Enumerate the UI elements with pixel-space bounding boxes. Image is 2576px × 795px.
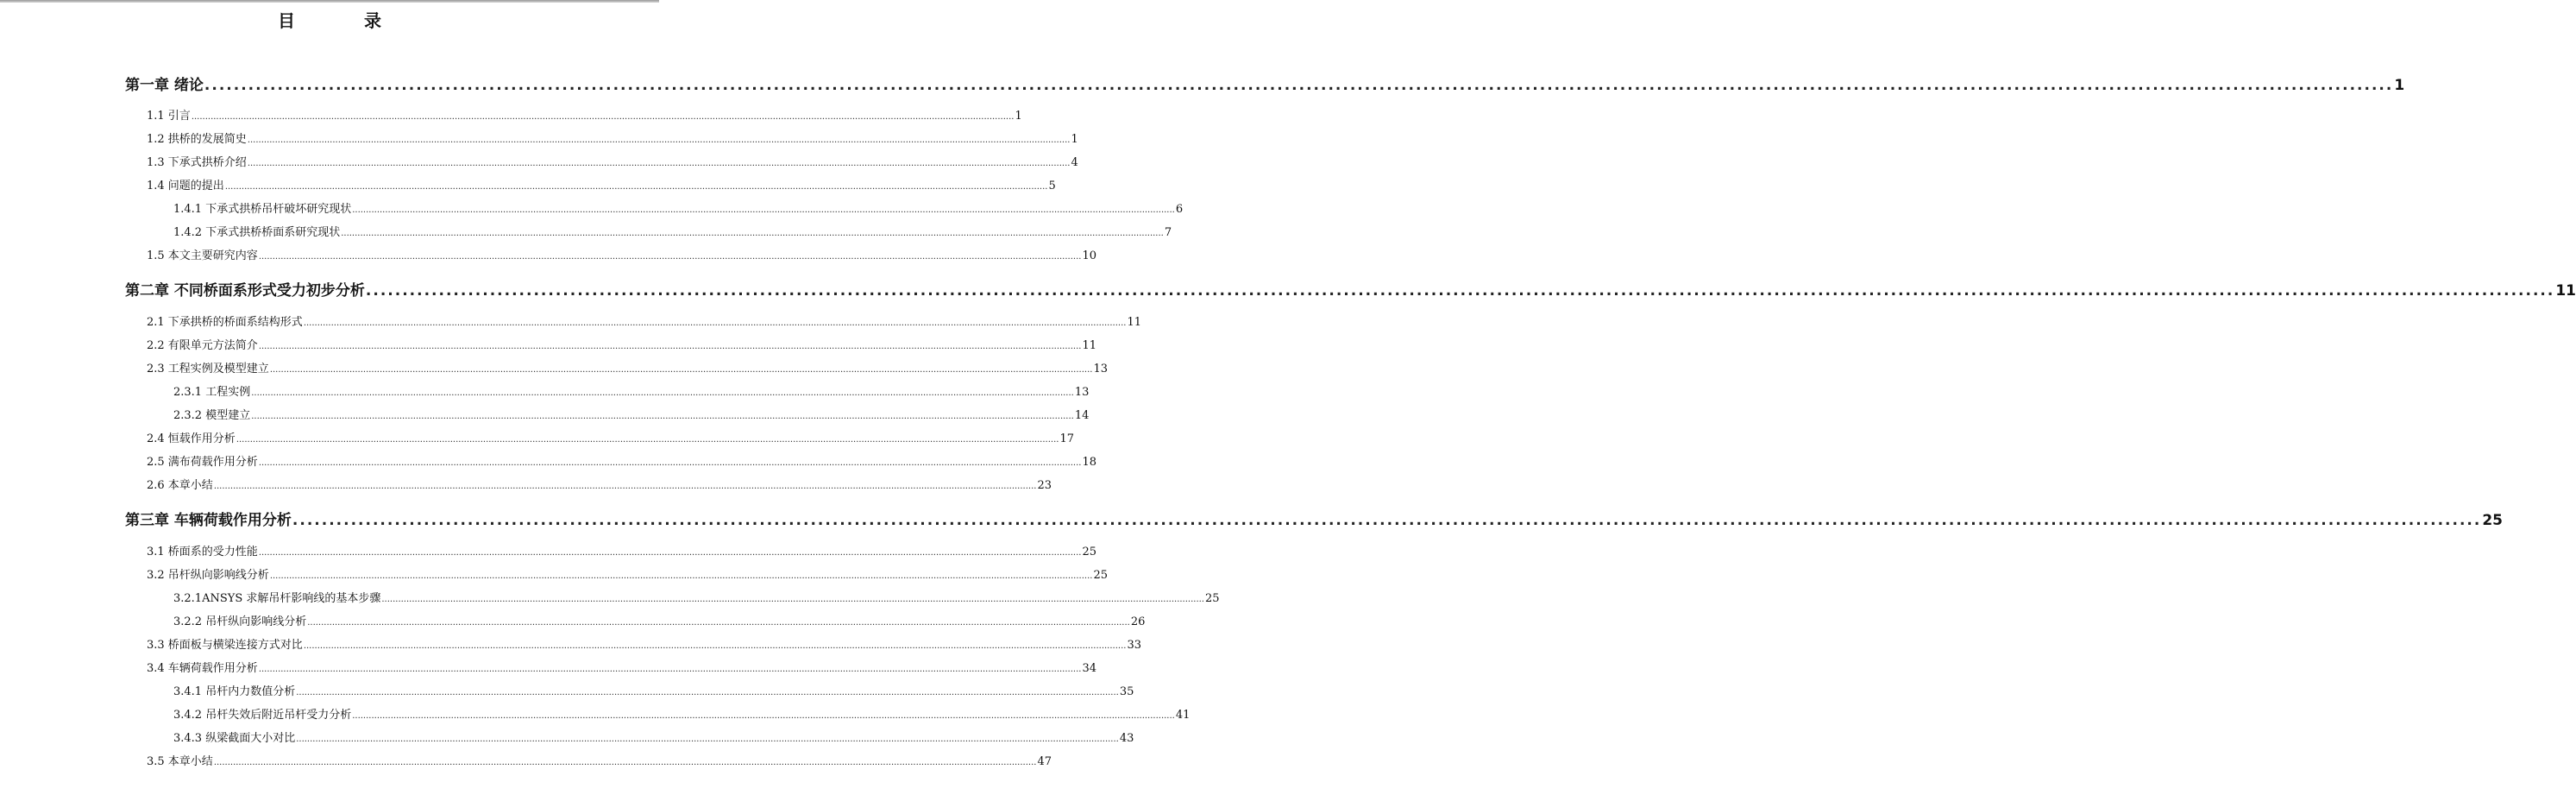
toc-entry-label: 1.2 拱桥的发展简史 (147, 133, 247, 146)
toc-dot-leader: ............................................................................................................................................................................................................................................................................................................ (224, 182, 1048, 192)
toc-dot-leader: ............................................................................................................................................................................................................................................................................................................ (341, 229, 1164, 238)
toc-section-entry[interactable] (173, 406, 1090, 422)
toc-section-entry[interactable] (173, 223, 1172, 239)
toc-dot-leader: ............................................................................................................................................................................................................................................................................................................ (365, 282, 2555, 300)
toc-page-number: 43 (1119, 732, 1134, 745)
toc-entry-label: 2.3 工程实例及模型建立 (147, 363, 269, 375)
toc-dot-leader: ............................................................................................................................................................................................................................................................................................................ (303, 319, 1127, 328)
toc-entry-label: 3.2.2 吊杆纵向影响线分析 (173, 615, 307, 628)
toc-entry-label: 1.4.1 下承式拱桥吊杆破坏研究现状 (173, 203, 352, 216)
page-title: 目 录 (278, 10, 407, 31)
toc-entry-label: 3.3 桥面板与横梁连接方式对比 (147, 639, 303, 652)
toc-section-entry[interactable] (147, 429, 1074, 445)
toc-section-entry[interactable] (147, 153, 1078, 169)
toc-page-number: 23 (1037, 479, 1052, 492)
toc-dot-leader: ............................................................................................................................................................................................................................................................................................................ (247, 136, 1071, 145)
toc-section-entry[interactable] (147, 452, 1096, 469)
toc-dot-leader: ............................................................................................................................................................................................................................................................................................................ (303, 641, 1127, 651)
toc-section-entry[interactable] (147, 176, 1056, 192)
toc-page-number: 1 (1015, 110, 1022, 123)
toc-dot-leader: ............................................................................................................................................................................................................................................................................................................ (258, 252, 1082, 262)
toc-entry-label: 3.4.3 纵梁截面大小对比 (173, 732, 296, 745)
toc-entry-label: 第三章 车辆荷载作用分析 (125, 512, 292, 529)
toc-entry-label: 2.3.1 工程实例 (173, 386, 251, 399)
toc-entry-label: 3.2 吊杆纵向影响线分析 (147, 569, 269, 582)
toc-section-entry[interactable] (147, 542, 1096, 558)
toc-page-number: 34 (1082, 662, 1096, 675)
toc-entry-label: 3.4.2 吊杆失效后附近吊杆受力分析 (173, 709, 352, 722)
toc-entry-label: 1.5 本文主要研究内容 (147, 249, 258, 262)
toc-section-entry[interactable] (147, 565, 1108, 582)
toc-section-entry[interactable] (147, 106, 1022, 123)
toc-entry-label: 3.2.1ANSYS 求解吊杆影响线的基本步骤 (173, 592, 381, 605)
toc-dot-leader: ............................................................................................................................................................................................................................................................................................................ (352, 711, 1175, 721)
toc-dot-leader: ............................................................................................................................................................................................................................................................................................................ (307, 618, 1130, 628)
toc-page-number: 26 (1130, 615, 1146, 628)
toc-dot-leader: ............................................................................................................................................................................................................................................................................................................ (258, 458, 1082, 468)
toc-dot-leader: ............................................................................................................................................................................................................................................................................................................ (204, 77, 2394, 94)
toc-dot-leader: ............................................................................................................................................................................................................................................................................................................ (296, 735, 1119, 744)
toc-section-entry[interactable] (147, 659, 1096, 675)
toc-section-entry[interactable] (147, 476, 1052, 492)
toc-dot-leader: ............................................................................................................................................................................................................................................................................................................ (258, 665, 1082, 674)
toc-dot-leader: ............................................................................................................................................................................................................................................................................................................ (269, 365, 1093, 375)
toc-page-number: 25 (1205, 592, 1220, 605)
toc-dot-leader: ............................................................................................................................................................................................................................................................................................................ (191, 112, 1015, 122)
toc-entry-label: 2.1 下承拱桥的桥面系结构形式 (147, 316, 303, 329)
toc-page-number: 6 (1175, 203, 1184, 216)
toc-section-entry[interactable] (173, 382, 1090, 399)
toc-dot-leader: ............................................................................................................................................................................................................................................................................................................ (247, 159, 1071, 168)
toc-page-number: 33 (1127, 639, 1141, 652)
toc-page-number: 25 (1082, 546, 1096, 558)
toc-dot-leader: ............................................................................................................................................................................................................................................................................................................ (381, 595, 1204, 604)
toc-entry-label: 1.4.2 下承式拱桥桥面系研究现状 (173, 226, 341, 239)
toc-dot-leader: ............................................................................................................................................................................................................................................................................................................ (213, 758, 1037, 767)
toc-section-entry[interactable] (173, 199, 1184, 216)
toc-section-entry[interactable] (173, 729, 1134, 745)
toc-page-number: 10 (1082, 249, 1096, 262)
toc-dot-leader: ............................................................................................................................................................................................................................................................................................................ (269, 571, 1093, 581)
toc-section-entry[interactable] (173, 612, 1146, 628)
toc-entry-label: 第一章 绪论 (125, 77, 204, 94)
toc-page-number: 47 (1037, 755, 1052, 768)
toc-dot-leader: ............................................................................................................................................................................................................................................................................................................ (296, 688, 1119, 697)
toc-entry-label: 2.4 恒载作用分析 (147, 432, 236, 445)
toc-section-entry[interactable] (147, 129, 1078, 146)
toc-entry-label: 3.5 本章小结 (147, 755, 213, 768)
toc-dot-leader: ............................................................................................................................................................................................................................................................................................................ (251, 388, 1074, 398)
toc-page-number: 7 (1164, 226, 1172, 239)
toc-section-entry[interactable] (173, 705, 1191, 722)
toc-dot-leader: ............................................................................................................................................................................................................................................................................................................ (213, 482, 1037, 491)
toc-page-number: 13 (1074, 386, 1090, 399)
toc-entry-label: 1.1 引言 (147, 110, 191, 123)
toc-entry-label: 第二章 不同桥面系形式受力初步分析 (125, 282, 365, 300)
toc-entry-label: 3.4.1 吊杆内力数值分析 (173, 685, 296, 698)
toc-entry-label: 3.1 桥面系的受力性能 (147, 546, 258, 558)
toc-section-entry[interactable] (173, 682, 1134, 698)
toc-page-number: 1 (1071, 133, 1078, 146)
toc-page-number: 11 (2555, 282, 2576, 300)
toc-page-number: 13 (1093, 363, 1108, 375)
toc-dot-leader: ............................................................................................................................................................................................................................................................................................................ (258, 548, 1082, 558)
toc-entry-label: 2.5 满布荷载作用分析 (147, 456, 258, 469)
toc-dot-leader: ............................................................................................................................................................................................................................................................................................................ (236, 435, 1059, 445)
toc-page-number: 11 (1082, 339, 1096, 352)
toc-section-entry[interactable] (147, 312, 1141, 329)
toc-chapter-entry[interactable] (125, 278, 2576, 300)
toc-dot-leader: ............................................................................................................................................................................................................................................................................................................ (352, 205, 1175, 215)
toc-entry-label: 1.3 下承式拱桥介绍 (147, 156, 247, 169)
toc-chapter-entry[interactable] (125, 73, 2405, 94)
toc-section-entry[interactable] (147, 635, 1141, 652)
toc-page-number: 17 (1059, 432, 1074, 445)
toc-page-number: 41 (1175, 709, 1191, 722)
toc-entry-label: 2.2 有限单元方法简介 (147, 339, 258, 352)
toc-page-number: 5 (1048, 180, 1056, 192)
toc-section-entry[interactable] (147, 752, 1052, 768)
toc-section-entry[interactable] (173, 589, 1220, 605)
toc-section-entry[interactable] (147, 246, 1096, 262)
toc-page-number: 25 (1093, 569, 1108, 582)
toc-page-number: 11 (1127, 316, 1141, 329)
toc-section-entry[interactable] (147, 336, 1096, 352)
toc-entry-label: 2.3.2 模型建立 (173, 409, 251, 422)
toc-entry-label: 2.6 本章小结 (147, 479, 213, 492)
toc-page-number: 25 (2482, 512, 2503, 529)
toc-chapter-entry[interactable] (125, 508, 2503, 529)
toc-entry-label: 3.4 车辆荷载作用分析 (147, 662, 258, 675)
toc-page-number: 35 (1119, 685, 1134, 698)
toc-page-number: 18 (1082, 456, 1096, 469)
toc-page-number: 1 (2394, 77, 2405, 94)
toc-dot-leader: ............................................................................................................................................................................................................................................................................................................ (292, 512, 2482, 529)
toc-page-number: 4 (1071, 156, 1078, 169)
toc-section-entry[interactable] (147, 359, 1108, 375)
toc-page-number: 14 (1074, 409, 1090, 422)
toc-entry-label: 1.4 问题的提出 (147, 180, 224, 192)
toc-dot-leader: ............................................................................................................................................................................................................................................................................................................ (251, 412, 1074, 421)
toc-dot-leader: ............................................................................................................................................................................................................................................................................................................ (258, 342, 1082, 351)
